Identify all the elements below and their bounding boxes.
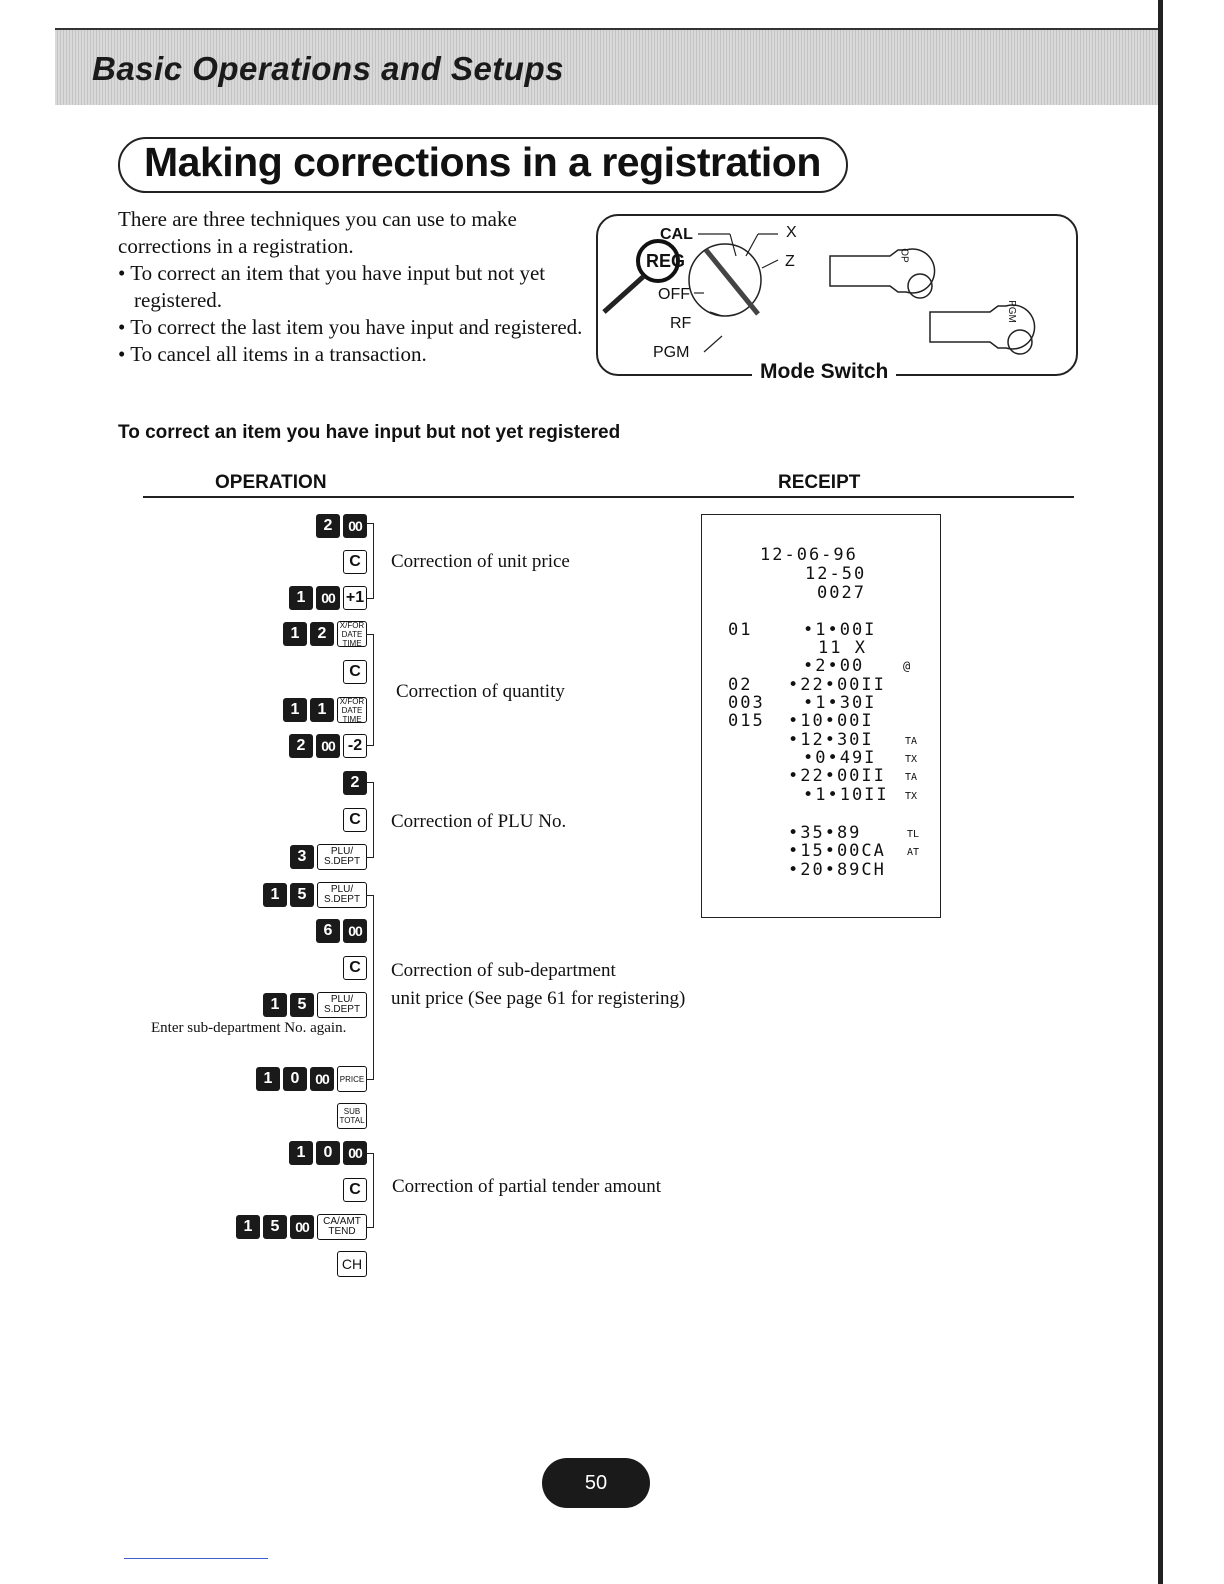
operation-heading: OPERATION bbox=[215, 472, 327, 493]
digit-key[interactable]: 1 bbox=[236, 1215, 260, 1239]
section-subheading: To correct an item you have input but not yet registered bbox=[118, 422, 621, 443]
annotation-quantity: Correction of quantity bbox=[396, 681, 565, 702]
receipt-line-amount: •22•00II bbox=[788, 675, 886, 695]
receipt-line-amount: •10•00I bbox=[788, 711, 874, 731]
receipt-line-flag: TX bbox=[905, 754, 918, 765]
annotation-subdept-2: unit price (See page 61 for registering) bbox=[391, 988, 686, 1009]
receipt-time: 12-50 bbox=[805, 564, 867, 584]
department-key[interactable]: -2 bbox=[343, 734, 367, 758]
subtotal-key[interactable]: SUB TOTAL bbox=[337, 1103, 367, 1129]
key-row bbox=[316, 918, 367, 944]
clear-key[interactable]: C bbox=[343, 660, 367, 684]
mode-label-rf: RF bbox=[670, 315, 692, 332]
page-title: Making corrections in a registration bbox=[144, 139, 821, 185]
receipt-heading: RECEIPT bbox=[778, 472, 861, 493]
bracket bbox=[373, 523, 374, 599]
op-key-icon bbox=[830, 249, 935, 293]
receipt-line-code: 02 bbox=[728, 675, 753, 695]
receipt-line-code: 01 bbox=[728, 620, 753, 640]
intro-item: • To correct the last item you have input and registered. bbox=[118, 315, 583, 339]
key-row bbox=[289, 733, 367, 759]
key-row bbox=[343, 1177, 367, 1203]
key-row bbox=[289, 1140, 367, 1166]
key-row bbox=[283, 621, 367, 647]
receipt-line-flag: TA bbox=[905, 736, 918, 747]
receipt-line-amount: 11 X bbox=[818, 638, 867, 658]
right-edge-rule bbox=[1158, 0, 1163, 1584]
mode-switch-caption: Mode Switch bbox=[752, 360, 896, 384]
digit-key[interactable]: 1 bbox=[256, 1067, 280, 1091]
annotation-plu: Correction of PLU No. bbox=[391, 811, 567, 832]
digit-key[interactable]: 2 bbox=[310, 622, 334, 646]
clear-key[interactable]: C bbox=[343, 550, 367, 574]
key-row bbox=[290, 844, 367, 870]
mode-label-off: OFF bbox=[658, 286, 690, 303]
department-key[interactable]: +1 bbox=[343, 586, 367, 610]
digit-key[interactable]: 5 bbox=[263, 1215, 287, 1239]
mode-label-x: X bbox=[786, 224, 797, 241]
double-zero-key[interactable]: 00 bbox=[343, 514, 367, 538]
key-row bbox=[337, 1103, 367, 1129]
clear-key[interactable]: C bbox=[343, 956, 367, 980]
key-row bbox=[343, 659, 367, 685]
digit-key[interactable]: 1 bbox=[289, 586, 313, 610]
digit-key[interactable]: 2 bbox=[316, 514, 340, 538]
column-divider bbox=[143, 496, 1074, 498]
receipt-line-flag: @ bbox=[903, 659, 913, 673]
annotation-subdept-note: Enter sub-department No. again. bbox=[151, 1020, 347, 1036]
receipt-line-amount: •0•49I bbox=[803, 748, 877, 768]
key-row bbox=[289, 585, 367, 611]
multiply-date-time-key[interactable]: X/FOR DATE TIME bbox=[337, 621, 367, 647]
annotation-tender: Correction of partial tender amount bbox=[392, 1176, 662, 1197]
clear-key[interactable]: C bbox=[343, 808, 367, 832]
pgm-key-label: PGM bbox=[1005, 300, 1017, 323]
mode-label-pgm: PGM bbox=[653, 344, 690, 361]
mode-label-cal: CAL bbox=[660, 226, 693, 243]
digit-key[interactable]: 5 bbox=[290, 993, 314, 1017]
intro-list bbox=[118, 260, 588, 368]
section-title: Basic Operations and Setups bbox=[92, 50, 564, 87]
digit-key[interactable]: 1 bbox=[310, 698, 334, 722]
digit-key[interactable]: 2 bbox=[289, 734, 313, 758]
receipt-line-flag: TA bbox=[905, 772, 918, 783]
footer-rule bbox=[124, 1558, 268, 1559]
bracket bbox=[373, 634, 374, 746]
bracket bbox=[373, 782, 374, 858]
receipt-line-amount: •2•00 bbox=[803, 656, 865, 676]
receipt-total-amount: •15•00CA bbox=[788, 841, 886, 861]
key-row bbox=[283, 697, 367, 723]
digit-key[interactable]: 2 bbox=[343, 771, 367, 795]
receipt-total-flag: TL bbox=[907, 829, 920, 840]
receipt-date: 12-06-96 bbox=[760, 545, 858, 565]
intro-text bbox=[118, 206, 588, 368]
digit-key[interactable]: 6 bbox=[316, 919, 340, 943]
digit-key[interactable]: 1 bbox=[263, 993, 287, 1017]
op-key-label: OP bbox=[898, 248, 910, 263]
double-zero-key[interactable]: 00 bbox=[343, 919, 367, 943]
double-zero-key[interactable]: 00 bbox=[310, 1067, 334, 1091]
annotation-unit-price: Correction of unit price bbox=[391, 551, 570, 572]
key-row bbox=[343, 770, 367, 796]
price-key[interactable]: PRICE bbox=[337, 1066, 367, 1092]
digit-key[interactable]: 3 bbox=[290, 845, 314, 869]
receipt-line-flag: TX bbox=[905, 791, 918, 802]
mode-label-reg: REG bbox=[646, 251, 686, 271]
page-number: 50 bbox=[542, 1458, 650, 1508]
mode-label-z: Z bbox=[785, 253, 795, 270]
digit-key[interactable]: 0 bbox=[316, 1141, 340, 1165]
pgm-key-icon bbox=[930, 305, 1035, 349]
receipt-total-amount: •20•89CH bbox=[788, 860, 886, 880]
bracket bbox=[373, 895, 374, 1080]
cash-tender-key[interactable]: CA/AMT TEND bbox=[317, 1214, 367, 1240]
digit-key[interactable]: 0 bbox=[283, 1067, 307, 1091]
intro-item: • To correct an item that you have input but not yet registered. bbox=[118, 261, 546, 312]
change-key[interactable]: CH bbox=[337, 1251, 367, 1277]
key-row bbox=[343, 549, 367, 575]
key-row bbox=[263, 882, 367, 908]
bracket bbox=[373, 1153, 374, 1228]
double-zero-key[interactable]: 00 bbox=[316, 734, 340, 758]
receipt-number: 0027 bbox=[817, 583, 866, 603]
receipt-line-amount: •1•10II bbox=[803, 785, 889, 805]
receipt-line-code: 015 bbox=[728, 711, 765, 731]
intro-lead: There are three techniques you can use to make corrections in a registration. bbox=[118, 207, 517, 258]
clear-key[interactable]: C bbox=[343, 1178, 367, 1202]
receipt-line-amount: •1•30I bbox=[803, 693, 877, 713]
receipt-line-amount: •1•00I bbox=[803, 620, 877, 640]
annotation-subdept-1: Correction of sub-department bbox=[391, 960, 616, 981]
key-row bbox=[256, 1066, 367, 1092]
intro-item: • To cancel all items in a transaction. bbox=[118, 342, 427, 366]
key-row bbox=[343, 955, 367, 981]
receipt-total-flag: AT bbox=[907, 847, 920, 858]
plu-subdept-key[interactable]: PLU/ S.DEPT bbox=[317, 844, 367, 870]
plu-subdept-key[interactable]: PLU/ S.DEPT bbox=[317, 882, 367, 908]
receipt-line-code: 003 bbox=[728, 693, 765, 713]
key-row bbox=[263, 992, 367, 1018]
double-zero-key[interactable]: 00 bbox=[343, 1141, 367, 1165]
key-row bbox=[343, 807, 367, 833]
digit-key[interactable]: 5 bbox=[290, 883, 314, 907]
receipt-line-amount: •22•00II bbox=[788, 766, 886, 786]
dial-pointer bbox=[706, 250, 758, 314]
double-zero-key[interactable]: 00 bbox=[316, 586, 340, 610]
digit-key[interactable]: 1 bbox=[283, 622, 307, 646]
double-zero-key[interactable]: 00 bbox=[290, 1215, 314, 1239]
digit-key[interactable]: 1 bbox=[283, 698, 307, 722]
key-row bbox=[316, 513, 367, 539]
digit-key[interactable]: 1 bbox=[263, 883, 287, 907]
plu-subdept-key[interactable]: PLU/ S.DEPT bbox=[317, 992, 367, 1018]
digit-key[interactable]: 1 bbox=[289, 1141, 313, 1165]
key-row bbox=[236, 1214, 367, 1240]
multiply-date-time-key[interactable]: X/FOR DATE TIME bbox=[337, 697, 367, 723]
receipt-total-amount: •35•89 bbox=[788, 823, 862, 843]
receipt-line-amount: •12•30I bbox=[788, 730, 874, 750]
key-row bbox=[337, 1251, 367, 1277]
